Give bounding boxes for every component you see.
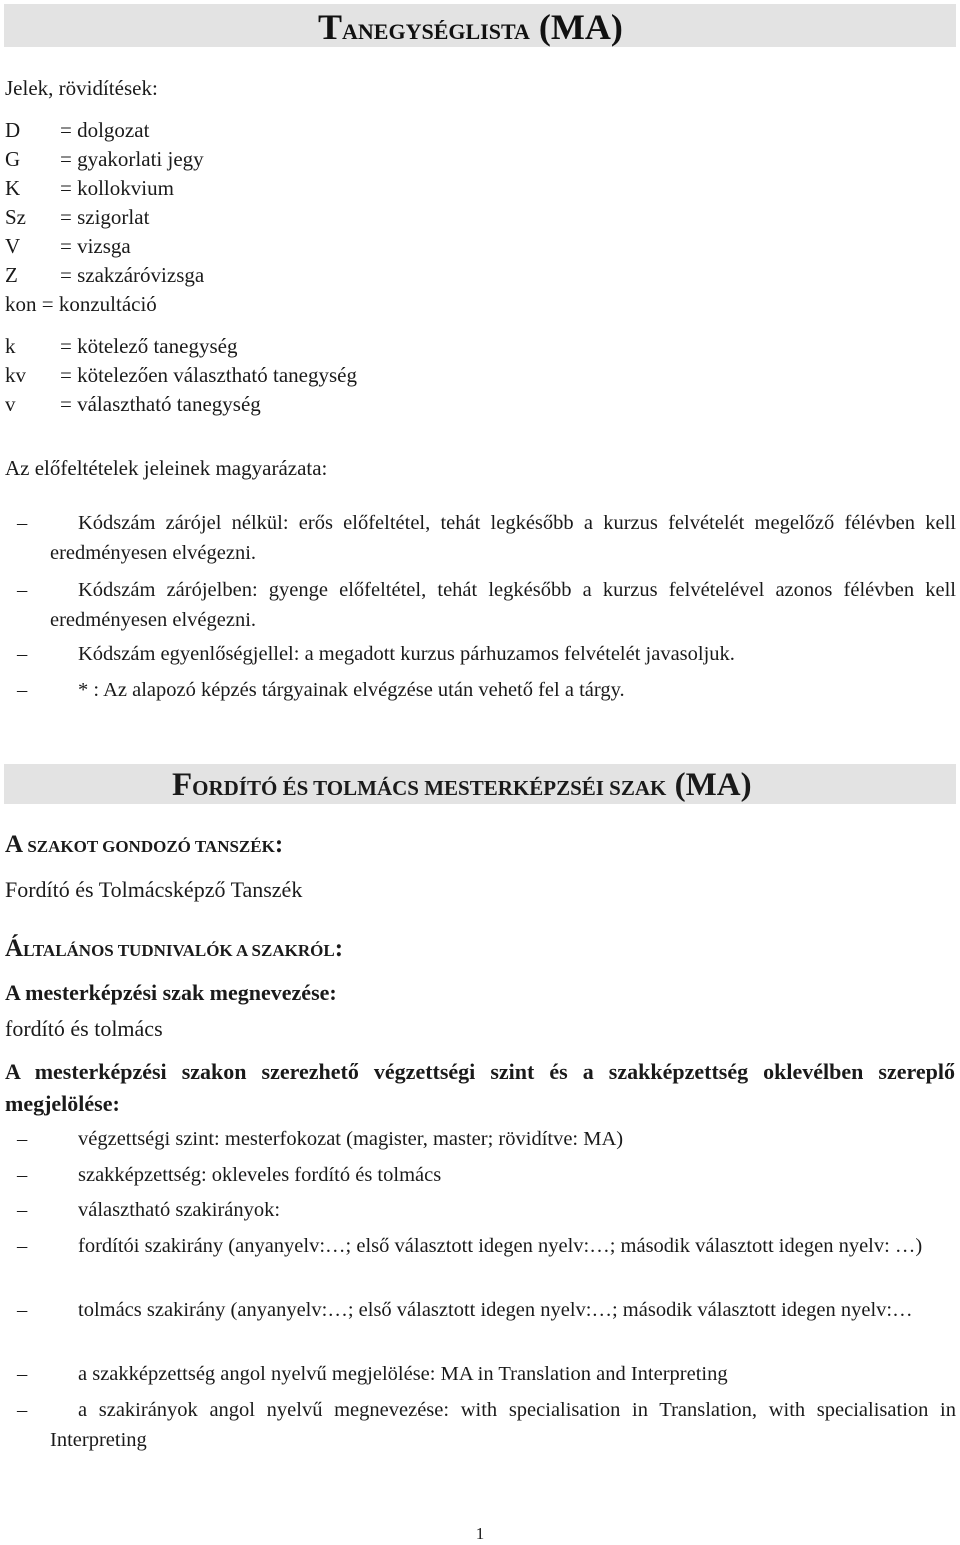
legend-symbol: v [5, 392, 16, 416]
legend-description: = szigorlat [60, 205, 150, 229]
legend-description: = dolgozat [60, 118, 150, 142]
dash-bullet-icon: – [17, 1363, 28, 1385]
prerequisite-text: Kódszám egyenlőségjellel: a megadott kurzus párhuzamos felvételét javasoljuk. [78, 643, 735, 665]
qualification-item-degree [17, 1160, 956, 1190]
dash-bullet-icon: – [17, 1299, 28, 1321]
dash-bullet-icon: – [17, 643, 28, 665]
qualification-text: a szakképzettség angol nyelvű megjelölése: MA in Translation and Interpreting [78, 1363, 728, 1385]
legend-entry-v-type [5, 391, 261, 417]
program-title-initial: F [172, 767, 193, 803]
legend-description: = szakzáróvizsga [60, 263, 205, 287]
qualification-heading: A mesterképzési szakon szerezhető végzettségi szint és a szakképzettség oklevélben szereplő megjelölése: [5, 1059, 955, 1116]
qualification-text: választható szakirányok: [78, 1199, 281, 1221]
legend-symbol: G [5, 147, 21, 171]
qualification-item-specialisations [17, 1195, 956, 1225]
legend-symbol: D [5, 118, 21, 142]
qualification-item-english-title [17, 1359, 956, 1389]
legend-entry-sz [5, 204, 149, 230]
qualification-item-level [17, 1124, 956, 1154]
dash-bullet-icon: – [17, 1235, 28, 1257]
prerequisite-text: Kódszám zárójelben: gyenge előfeltétel, tehát legkésőbb a kurzus felvételével azonos félévben kell eredményesen elvégezni. [50, 579, 956, 631]
department-heading-colon: : [274, 831, 284, 858]
legend-entry-d [5, 117, 149, 143]
legend-entry-v [5, 233, 131, 259]
legend-description: = kollokvium [60, 176, 174, 200]
department-heading [5, 830, 283, 862]
prerequisite-item-strong [17, 508, 956, 568]
prerequisite-item-asterisk [17, 675, 956, 705]
legend-entry-g [5, 146, 204, 172]
legend-description: = kötelező tanegység [60, 334, 238, 358]
prerequisites-heading: Az előfeltételek jeleinek magyarázata: [5, 456, 328, 480]
qualification-item-english-specialisations [17, 1395, 956, 1455]
dash-bullet-icon: – [17, 579, 28, 601]
legend-symbol: k [5, 334, 16, 358]
page-title-rest: ANEGYSÉGLISTA [342, 19, 530, 44]
prerequisite-text: * : Az alapozó képzés tárgyainak elvégzése után vehető fel a tárgy. [78, 679, 625, 701]
dash-bullet-icon: – [17, 1128, 28, 1150]
dash-bullet-icon: – [17, 512, 28, 534]
prerequisite-text: Kódszám zárójel nélkül: erős előfeltétel, tehát legkésőbb a kurzus felvételét megelőző félévben kell eredményesen elvégezni. [50, 512, 956, 564]
legend-description: = kötelezően választható tanegység [60, 363, 357, 387]
legend-description: = konzultáció [41, 292, 157, 316]
prerequisite-item-parallel [17, 639, 956, 669]
qualification-item-interpreter [17, 1295, 956, 1325]
legend-symbol: Sz [5, 205, 26, 229]
page-title [318, 6, 623, 53]
dash-bullet-icon: – [17, 1164, 28, 1186]
prerequisite-item-weak [17, 575, 956, 635]
dash-bullet-icon: – [17, 679, 28, 701]
qualification-item-translator [17, 1231, 956, 1261]
general-info-heading-colon: : [334, 935, 344, 962]
legend-symbol: Z [5, 263, 18, 287]
general-info-heading-initial: Á [5, 935, 24, 962]
legend-symbol: V [5, 234, 21, 258]
page-title-initial: T [318, 7, 343, 47]
legend-entry-z [5, 262, 204, 288]
qualification-text: szakképzettség: okleveles fordító és tolmács [78, 1164, 442, 1186]
page-number: 1 [475, 1524, 485, 1543]
legend-entry-k-type [5, 333, 237, 359]
program-name-heading: A mesterképzési szak megnevezése: [5, 980, 337, 1005]
legend-symbol: kon [5, 292, 37, 316]
program-title-suffix: (MA) [666, 767, 752, 803]
program-name-value: fordító és tolmács [5, 1016, 163, 1041]
legend-description: = gyakorlati jegy [60, 147, 204, 171]
legend-description: = választható tanegység [60, 392, 261, 416]
legend-entry-k [5, 175, 174, 201]
general-info-heading-rest: LTALÁNOS TUDNIVALÓK A SZAKRÓL [23, 941, 335, 960]
dash-bullet-icon: – [17, 1199, 28, 1221]
page-title-suffix: (MA) [529, 7, 623, 47]
department-name: Fordító és Tolmácsképző Tanszék [5, 877, 303, 902]
legend-entry-kv-type [5, 362, 357, 388]
department-heading-initial: A [5, 831, 24, 858]
department-heading-rest: SZAKOT GONDOZÓ TANSZÉK [23, 837, 275, 856]
legend-entry-kon [5, 291, 157, 317]
qualification-text: végzettségi szint: mesterfokozat (magister, master; rövidítve: MA) [78, 1128, 624, 1150]
program-title-rest: ORDÍTÓ ÉS TOLMÁCS MESTERKÉPZSÉI SZAK [192, 776, 667, 800]
general-info-heading [5, 934, 343, 966]
qualification-text: fordítói szakirány (anyanyelv:…; első választott idegen nyelv:…; második választott idegen nyelv: …) [78, 1235, 923, 1257]
legend-title: Jelek, rövidítések: [5, 76, 158, 100]
legend-symbol: K [5, 176, 21, 200]
program-title [172, 763, 752, 810]
legend-symbol: kv [5, 363, 26, 387]
qualification-text: tolmács szakirány (anyanyelv:…; első választott idegen nyelv:…; második választott idegen nyelv:… [78, 1299, 913, 1321]
legend-description: = vizsga [60, 234, 131, 258]
dash-bullet-icon: – [17, 1399, 28, 1421]
qualification-text: a szakirányok angol nyelvű megnevezése: with specialisation in Translation, with specialisation in Interpreting [50, 1399, 956, 1451]
